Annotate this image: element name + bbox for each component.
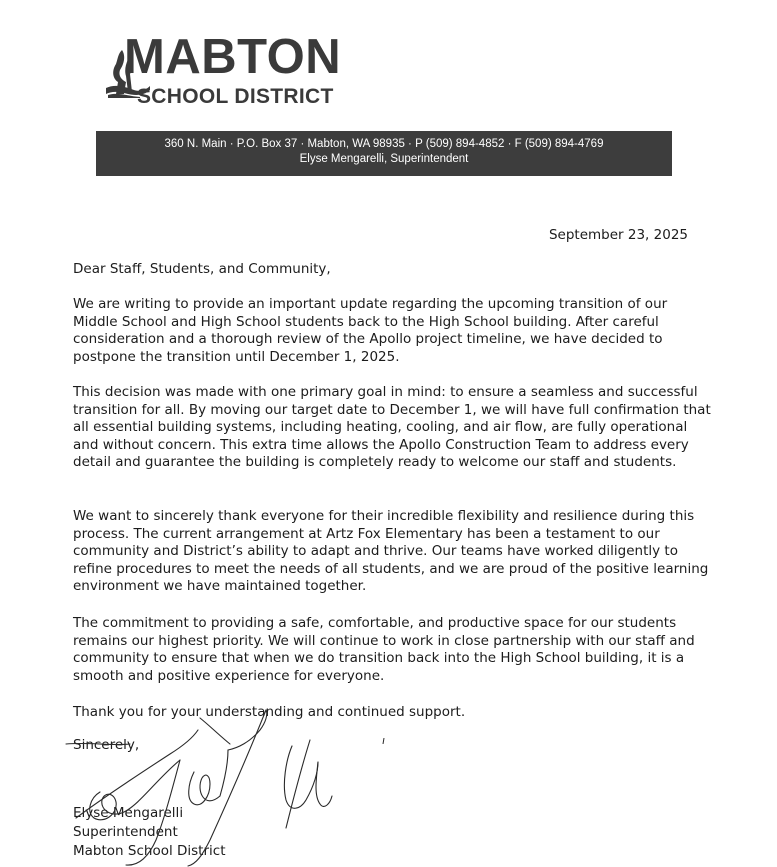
signature-block bbox=[73, 804, 226, 861]
paragraph-4: The commitment to providing a safe, comfortable, and productive space for our students remains our highest priority. We will continue to work in close partnership with our staff and community to ensure that when we do transition back into the High School building, it is a smooth and positive experience for everyone. bbox=[73, 615, 695, 684]
salutation: Dear Staff, Students, and Community, bbox=[73, 261, 331, 277]
paragraph-2: This decision was made with one primary goal in mind: to ensure a seamless and successful transition for all. By moving our target date to December 1, we will have full confirmation that all essential building systems, including heating, cooling, and air flow, are fully operational and without concern. This extra time allows the Apollo Construction Team to address every detail and guarantee the building is completely ready to welcome our staff and students. bbox=[73, 384, 711, 471]
letterhead-banner bbox=[96, 131, 672, 176]
signer-name: Elyse Mengarelli bbox=[73, 805, 184, 821]
district-logo bbox=[104, 30, 354, 110]
ink-mark bbox=[382, 738, 386, 744]
closing: Sincerely, bbox=[73, 737, 140, 753]
address-line: 360 N. Main · P.O. Box 37 · Mabton, WA 98935 · P (509) 894-4852 · F (509) 894-4769 bbox=[164, 138, 604, 150]
letter-date: September 23, 2025 bbox=[548, 227, 688, 243]
paragraph-1: We are writing to provide an important update regarding the upcoming transition of our Middle School and High School students back to the High School building. After careful consideration and a thorough review of the Apollo project timeline, we have decided to postpone the transition until December 1, 2025. bbox=[73, 296, 668, 365]
paragraph-5: Thank you for your understanding and continued support. bbox=[73, 704, 466, 720]
logo-title: MABTON bbox=[124, 30, 342, 84]
signer-organization: Mabton School District bbox=[73, 843, 226, 859]
signer-title: Superintendent bbox=[73, 824, 178, 840]
logo-subtitle: SCHOOL DISTRICT bbox=[137, 85, 334, 108]
superintendent-line: Elyse Mengarelli, Superintendent bbox=[299, 153, 469, 165]
paragraph-3: We want to sincerely thank everyone for their incredible flexibility and resilience during this process. The current arrangement at Artz Fox Elementary has been a testament to our community and District’s ability to adapt and thrive. Our teams have worked diligently to refine procedures to meet the needs of all students, and we are proud of the positive learning environment we have maintained together. bbox=[73, 508, 709, 595]
